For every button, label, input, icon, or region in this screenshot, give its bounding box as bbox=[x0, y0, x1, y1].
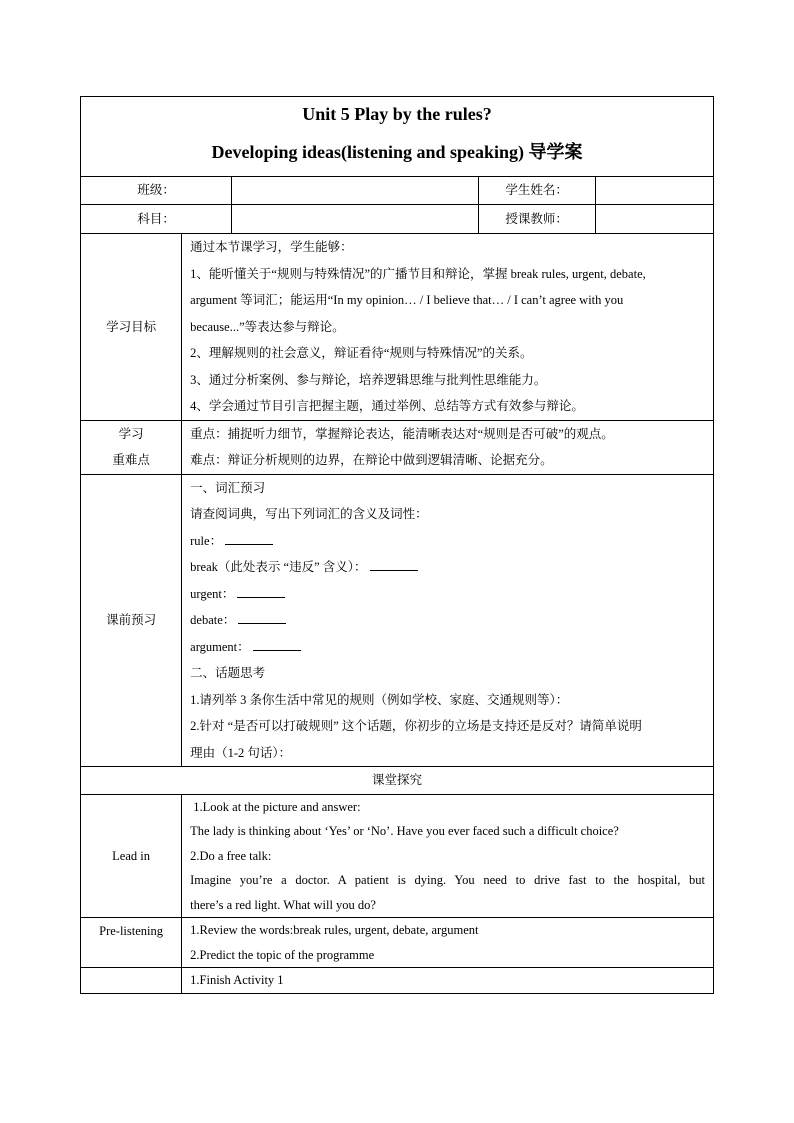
subject-label: 科目： bbox=[81, 205, 232, 234]
answer-blank[interactable] bbox=[370, 556, 418, 571]
class-field[interactable] bbox=[232, 177, 478, 205]
focus-row bbox=[81, 420, 714, 474]
student-name-label: 学生姓名： bbox=[478, 177, 595, 205]
teacher-label: 授课教师： bbox=[478, 205, 595, 234]
objectives-label: 学习目标 bbox=[81, 234, 182, 421]
pre-listening-row bbox=[81, 918, 714, 968]
answer-blank[interactable] bbox=[253, 636, 301, 651]
answer-blank[interactable] bbox=[237, 583, 285, 598]
student-name-field[interactable] bbox=[595, 177, 713, 205]
lead-in-line: Imagine you’re a doctor. A patient is dying. You need to drive fast to the hospital, but bbox=[190, 873, 705, 887]
vocab-word: break（此处表示 “违反” 含义）： bbox=[190, 560, 367, 574]
pre-listening-label: Pre-listening bbox=[81, 918, 182, 968]
preview-label: 课前预习 bbox=[81, 474, 182, 767]
info-row-subject bbox=[81, 205, 714, 234]
topic-question-1: 1.请列举 3 条你生活中常见的规则（例如学校、家庭、交通规则等）： bbox=[190, 692, 569, 707]
topic-question-2: 2.针对 “是否可以打破规则” 这个话题，你初步的立场是支持还是反对？请简单说明 bbox=[190, 719, 642, 733]
vocab-item bbox=[190, 634, 705, 661]
lead-in-line: The lady is thinking about ‘Yes’ or ‘No’. Have you ever faced such a difficult choice? bbox=[190, 824, 619, 838]
vocab-item bbox=[190, 554, 705, 581]
difficult-point: 难点：辩证分析规则的边界，在辩论中做到逻辑清晰、论据充分。 bbox=[190, 453, 553, 467]
explore-header-row bbox=[81, 767, 714, 795]
focus-label bbox=[81, 420, 182, 474]
info-row-class bbox=[81, 177, 714, 205]
lead-in-row bbox=[81, 794, 714, 918]
answer-blank[interactable] bbox=[238, 609, 286, 624]
lead-in-line: 1.Look at the picture and answer: bbox=[190, 799, 361, 814]
activity-line: 1.Finish Activity 1 bbox=[190, 973, 284, 987]
preview-content bbox=[182, 474, 714, 767]
vocab-word: argument： bbox=[190, 639, 250, 654]
lead-in-label: Lead in bbox=[81, 794, 182, 918]
focus-content bbox=[182, 420, 714, 474]
explore-header: 课堂探究 bbox=[81, 767, 714, 795]
page-subtitle: Developing ideas(listening and speaking) 导学案 bbox=[211, 141, 583, 162]
answer-blank[interactable] bbox=[225, 530, 273, 545]
objective-line: 1、能听懂关于“规则与特殊情况”的广播节目和辩论，掌握 break rules, urgent, debate, bbox=[190, 266, 646, 281]
pre-listening-line: 2.Predict the topic of the programme bbox=[190, 947, 375, 962]
teacher-field[interactable] bbox=[595, 205, 713, 234]
pre-listening-line: 1.Review the words:break rules, urgent, debate, argument bbox=[190, 923, 479, 937]
lead-in-line: 2.Do a free talk: bbox=[190, 848, 272, 863]
focus-label-line2: 重难点 bbox=[112, 453, 150, 467]
vocab-word: rule： bbox=[190, 533, 223, 548]
while-listening-label bbox=[81, 968, 182, 994]
pre-listening-content bbox=[182, 918, 714, 968]
topic-question-2-cont: 理由（1-2 句话）： bbox=[190, 745, 292, 760]
vocab-instruction: 请查阅词典，写出下列词汇的含义及词性： bbox=[190, 507, 428, 521]
key-point: 重点：捕捉听力细节，掌握辩论表达，能清晰表达对“规则是否可破”的观点。 bbox=[190, 426, 614, 441]
objective-line: 3、通过分析案例、参与辩论，培养逻辑思维与批判性思维能力。 bbox=[190, 372, 547, 387]
vocab-word: debate： bbox=[190, 613, 236, 627]
while-listening-row bbox=[81, 968, 714, 994]
objectives-intro: 通过本节课学习，学生能够： bbox=[190, 240, 353, 254]
lead-in-content bbox=[182, 794, 714, 918]
objectives-row bbox=[81, 234, 714, 421]
objective-line: because...”等表达参与辩论。 bbox=[190, 319, 345, 334]
topic-section-title: 二、话题思考 bbox=[190, 666, 266, 680]
title-row bbox=[81, 97, 714, 177]
page-title: Unit 5 Play by the rules? bbox=[302, 103, 492, 124]
objective-line: argument 等词汇；能运用“In my opinion… / I believe that… / I can’t agree with you bbox=[190, 293, 624, 307]
focus-label-line1: 学习 bbox=[118, 426, 144, 441]
subject-field[interactable] bbox=[232, 205, 478, 234]
lead-in-line: there’s a red light. What will you do? bbox=[190, 897, 376, 912]
class-label: 班级： bbox=[81, 177, 232, 205]
objective-line: 4、学会通过节目引言把握主题，通过举例、总结等方式有效参与辩论。 bbox=[190, 399, 584, 413]
preview-row bbox=[81, 474, 714, 767]
while-listening-content bbox=[182, 968, 714, 994]
vocab-item bbox=[190, 528, 705, 555]
vocab-item bbox=[190, 607, 705, 634]
objectives-content bbox=[182, 234, 714, 421]
study-guide-table bbox=[80, 96, 714, 994]
vocab-section-title: 一、词汇预习 bbox=[190, 480, 266, 495]
title-cell bbox=[81, 97, 714, 177]
objective-line: 2、理解规则的社会意义，辩证看待“规则与特殊情况”的关系。 bbox=[190, 346, 533, 360]
vocab-word: urgent： bbox=[190, 586, 235, 601]
vocab-item bbox=[190, 581, 705, 608]
